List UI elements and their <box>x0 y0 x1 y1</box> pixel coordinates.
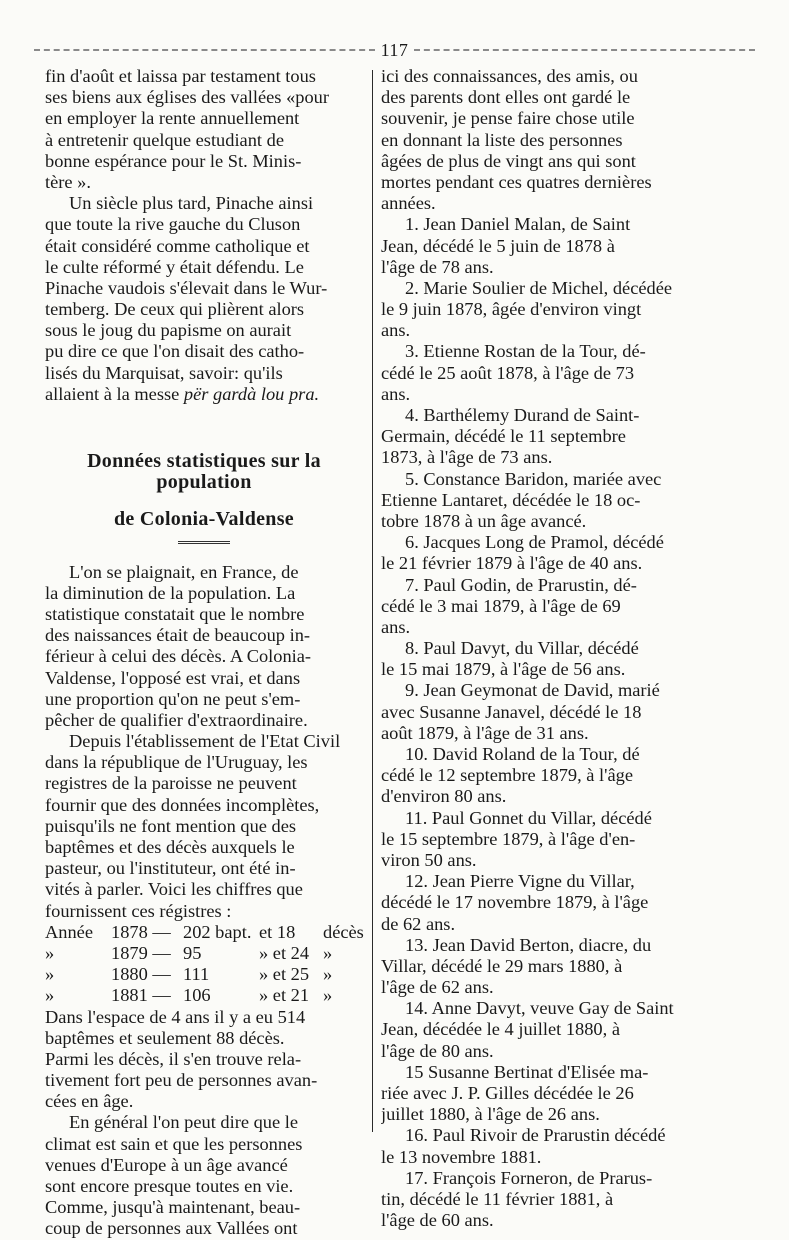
text-line: 17. François Forneron, de Prarus- <box>405 1167 653 1188</box>
text-line: 14. Anne Davyt, veuve Gay de Saint <box>405 998 674 1019</box>
text-line: juillet 1880, à l'âge de 26 ans. <box>381 1104 600 1125</box>
text-line: avec Susanne Janavel, décédé le 18 <box>381 701 642 722</box>
text-line: tivement fort peu de personnes avan- <box>45 1070 318 1091</box>
text-line: 1. Jean Daniel Malan, de Saint <box>405 214 631 235</box>
statistics-cell: 95 <box>183 942 202 963</box>
header-rule-right <box>414 49 755 51</box>
list-item <box>381 341 703 405</box>
paragraph-population <box>45 562 363 732</box>
list-item <box>381 575 703 639</box>
paragraph-registers <box>45 731 363 922</box>
text-line: Depuis l'établissement de l'Etat Civil <box>69 731 341 752</box>
text-line: ans. <box>381 616 411 637</box>
text-line: ses biens aux églises des vallées «pour <box>45 87 329 108</box>
list-item <box>381 1168 703 1232</box>
text-line: tère ». <box>45 171 91 192</box>
text-line: 3. Etienne Rostan de la Tour, dé- <box>405 341 646 362</box>
text-line: bonne espérance pour le St. Minis- <box>45 150 302 171</box>
text-line: 4. Barthélemy Durand de Saint- <box>405 405 640 425</box>
text-line: 2. Marie Soulier de Michel, décédée <box>405 277 673 298</box>
statistics-cell: » et 24 <box>259 942 310 963</box>
text-line: l'âge de 60 ans. <box>381 1210 494 1231</box>
statistics-cell: » <box>323 964 333 985</box>
list-item <box>381 744 703 808</box>
left-column <box>45 66 363 1240</box>
statistics-row <box>45 943 363 964</box>
text-line: le 15 mai 1879, à l'âge de 56 ans. <box>381 659 626 680</box>
statistics-row <box>45 985 363 1006</box>
list-item <box>381 1062 703 1126</box>
text-line: climat est sain et que les personnes <box>45 1133 303 1154</box>
text-line: fournir que des données incomplètes, <box>45 794 320 815</box>
list-item <box>381 1125 703 1167</box>
text-line: férieur à celui des décès. A Colonia- <box>45 646 312 667</box>
text-line: pêcher de qualifier d'extraordinaire. <box>45 709 308 730</box>
text-line: 11. Paul Gonnet du Villar, décédé <box>405 807 652 828</box>
statistics-cell: » <box>45 964 55 985</box>
statistics-cell: décès <box>323 921 364 942</box>
text-line: le culte réformé y était défendu. Le <box>45 256 304 277</box>
statistics-row <box>45 922 363 943</box>
text-line: puisqu'ils ne font mention que des <box>45 815 297 836</box>
list-item <box>381 278 703 342</box>
text-line: 10. David Roland de la Tour, dé <box>405 744 640 764</box>
italic-phrase: për gardà lou pra. <box>183 383 320 404</box>
text-line: Parmi les décès, il s'en trouve rela- <box>45 1048 302 1069</box>
text-line: sous le joug du papisme on aurait <box>45 320 292 341</box>
text-line: 15 Susanne Bertinat d'Elisée ma- <box>405 1061 649 1082</box>
text-line: Villar, décédé le 29 mars 1880, à <box>381 955 623 976</box>
page-header <box>34 40 755 60</box>
text-line: pu dire ce que l'on disait des catho- <box>45 341 305 362</box>
text-line: Dans l'espace de 4 ans il y a eu 514 <box>45 1006 306 1027</box>
text-line: tobre 1878 à un âge avancé. <box>381 510 587 531</box>
text-line: dans la république de l'Uruguay, les <box>45 752 308 773</box>
text-line: le 21 février 1879 à l'âge de 40 ans. <box>381 553 643 574</box>
list-item <box>381 680 703 744</box>
section-heading: Données statistiques sur la population <box>87 450 321 494</box>
text-line: baptêmes et des décès auxquels le <box>45 837 295 858</box>
text-line: que toute la rive gauche du Cluson <box>45 214 301 235</box>
text-line: 6. Jacques Long de Pramol, décédé <box>405 532 664 553</box>
text-line: L'on se plaignait, en France, de <box>69 561 299 582</box>
text-line: Valdense, l'opposé est vrai, et dans <box>45 667 301 688</box>
list-item <box>381 935 703 999</box>
text-line: mortes pendant ces quatres dernières <box>381 171 652 192</box>
text-line: cédé le 3 mai 1879, à l'âge de 69 <box>381 595 621 616</box>
text-line: statistique constatait que le nombre <box>45 603 305 624</box>
text-line: Germain, décédé le 11 septembre <box>381 426 626 447</box>
deaths-list <box>381 214 703 1231</box>
text-line: août 1879, à l'âge de 31 ans. <box>381 722 589 743</box>
text-line: ans. <box>381 320 411 341</box>
text-line: le 9 juin 1878, âgée d'environ vingt <box>381 299 642 320</box>
paragraph-climate <box>45 1112 363 1239</box>
statistics-cell: 1879 — <box>111 942 171 963</box>
statistics-cell: » <box>323 985 333 1006</box>
list-item <box>381 808 703 872</box>
text-line: années. <box>381 193 436 214</box>
paragraph-text: allaient à la messe <box>45 383 184 404</box>
list-item <box>381 532 703 574</box>
text-line: des parents dont elles ont gardé le <box>381 87 631 108</box>
paragraph-continuation <box>45 66 363 193</box>
text-line: 13. Jean David Berton, diacre, du <box>405 934 652 955</box>
statistics-row <box>45 964 363 985</box>
text-line: 12. Jean Pierre Vigne du Villar, <box>405 871 635 892</box>
text-line: Jean, décédée le 4 juillet 1880, à <box>381 1019 620 1040</box>
statistics-cell: 202 bapt. <box>183 921 252 942</box>
text-line: registres de la paroisse ne peuvent <box>45 773 297 794</box>
text-line: cées en âge. <box>45 1091 134 1112</box>
statistics-cell: et 18 <box>259 921 296 942</box>
list-item <box>381 871 703 935</box>
text-line: venues d'Europe à un âge avancé <box>45 1154 288 1175</box>
text-line: était considéré comme catholique et <box>45 235 310 256</box>
text-line: en employer la rente annuellement <box>45 108 300 129</box>
text-line: fin d'août et laissa par testament tous <box>45 66 316 86</box>
text-line: 8. Paul Davyt, du Villar, décédé <box>405 638 639 659</box>
header-rule-left <box>34 49 375 51</box>
text-line: baptêmes et seulement 88 décès. <box>45 1027 285 1048</box>
paragraph-pinache-last-line <box>45 384 363 405</box>
paragraph-intro <box>381 66 703 214</box>
column-divider <box>372 70 373 1132</box>
text-line: lisés du Marquisat, savoir: qu'ils <box>45 362 283 383</box>
statistics-cell: 1880 — <box>111 964 171 985</box>
text-line: l'âge de 80 ans. <box>381 1040 494 1061</box>
list-item <box>381 638 703 680</box>
right-column <box>381 66 703 1231</box>
list-item <box>381 214 703 278</box>
text-line: ans. <box>381 383 411 404</box>
text-line: le 15 septembre 1879, à l'âge d'en- <box>381 828 636 849</box>
text-line: la diminution de la population. La <box>45 582 296 603</box>
text-line: décédé le 17 novembre 1879, à l'âge <box>381 892 649 913</box>
list-item <box>381 469 703 533</box>
text-line: Comme, jusqu'à maintenant, beau- <box>45 1197 301 1218</box>
heading-ornament-rule <box>178 541 230 544</box>
statistics-cell: » <box>45 985 55 1006</box>
text-line: ici des connaissances, des amis, ou <box>381 66 638 86</box>
text-line: une proportion qu'on ne peut s'em- <box>45 688 301 709</box>
text-line: cédé le 25 août 1878, à l'âge de 73 <box>381 362 635 383</box>
text-line: Un siècle plus tard, Pinache ainsi <box>69 193 314 214</box>
statistics-cell: » et 25 <box>259 964 310 985</box>
text-line: vités à parler. Voici les chiffres que <box>45 879 303 900</box>
text-line: âgées de plus de vingt ans qui sont <box>381 150 636 171</box>
statistics-cell: 111 <box>183 964 210 985</box>
text-line: Pinache vaudois s'élevait dans le Wur- <box>45 277 328 298</box>
text-line: sont encore presque toutes en vie. <box>45 1176 294 1197</box>
text-line: 1873, à l'âge de 73 ans. <box>381 447 553 468</box>
statistics-cell: » <box>45 942 55 963</box>
list-item <box>381 405 703 469</box>
text-line: fournissent ces régistres : <box>45 900 232 921</box>
statistics-cell: Année <box>45 921 93 942</box>
paragraph-pinache <box>45 193 363 384</box>
text-line: Jean, décédé le 5 juin de 1878 à <box>381 235 615 256</box>
text-line: pasteur, ou l'instituteur, ont été in- <box>45 858 296 879</box>
text-line: d'environ 80 ans. <box>381 786 507 807</box>
statistics-cell: » <box>323 942 333 963</box>
text-line: l'âge de 62 ans. <box>381 977 494 998</box>
text-line: En général l'on peut dire que le <box>69 1112 299 1133</box>
text-line: Etienne Lantaret, décédée le 18 oc- <box>381 489 641 510</box>
text-line: coup de personnes aux Vallées ont <box>45 1218 298 1239</box>
text-line: 7. Paul Godin, de Prarustin, dé- <box>405 574 637 595</box>
statistics-table <box>45 922 363 1007</box>
text-line: souvenir, je pense faire chose utile <box>381 108 635 129</box>
text-line: 9. Jean Geymonat de David, marié <box>405 680 660 701</box>
list-item <box>381 998 703 1062</box>
text-line: des naissances était de beaucoup in- <box>45 625 311 646</box>
statistics-cell: 1878 — <box>111 921 171 942</box>
text-line: riée avec J. P. Gilles décédée le 26 <box>381 1083 634 1103</box>
text-line: le 13 novembre 1881. <box>381 1146 542 1167</box>
text-line: 5. Constance Baridon, mariée avec <box>405 468 662 489</box>
text-line: viron 50 ans. <box>381 849 477 870</box>
text-line: tin, décédé le 11 février 1881, à <box>381 1188 614 1209</box>
text-line: de 62 ans. <box>381 913 456 934</box>
text-line: 16. Paul Rivoir de Prarustin décédé <box>405 1125 666 1146</box>
section-heading-subtitle: de Colonia-Valdense <box>114 508 294 531</box>
statistics-cell: 106 <box>183 985 211 1006</box>
text-line: temberg. De ceux qui plièrent alors <box>45 299 305 320</box>
text-line: en donnant la liste des personnes <box>381 129 623 150</box>
statistics-cell: 1881 — <box>111 985 171 1006</box>
statistics-cell: » et 21 <box>259 985 310 1006</box>
text-line: l'âge de 78 ans. <box>381 256 494 277</box>
text-line: cédé le 12 septembre 1879, à l'âge <box>381 765 633 786</box>
page-number: 117 <box>380 39 409 60</box>
paragraph-summary <box>45 1007 363 1113</box>
text-line: à entretenir quelque estudiant de <box>45 129 284 150</box>
